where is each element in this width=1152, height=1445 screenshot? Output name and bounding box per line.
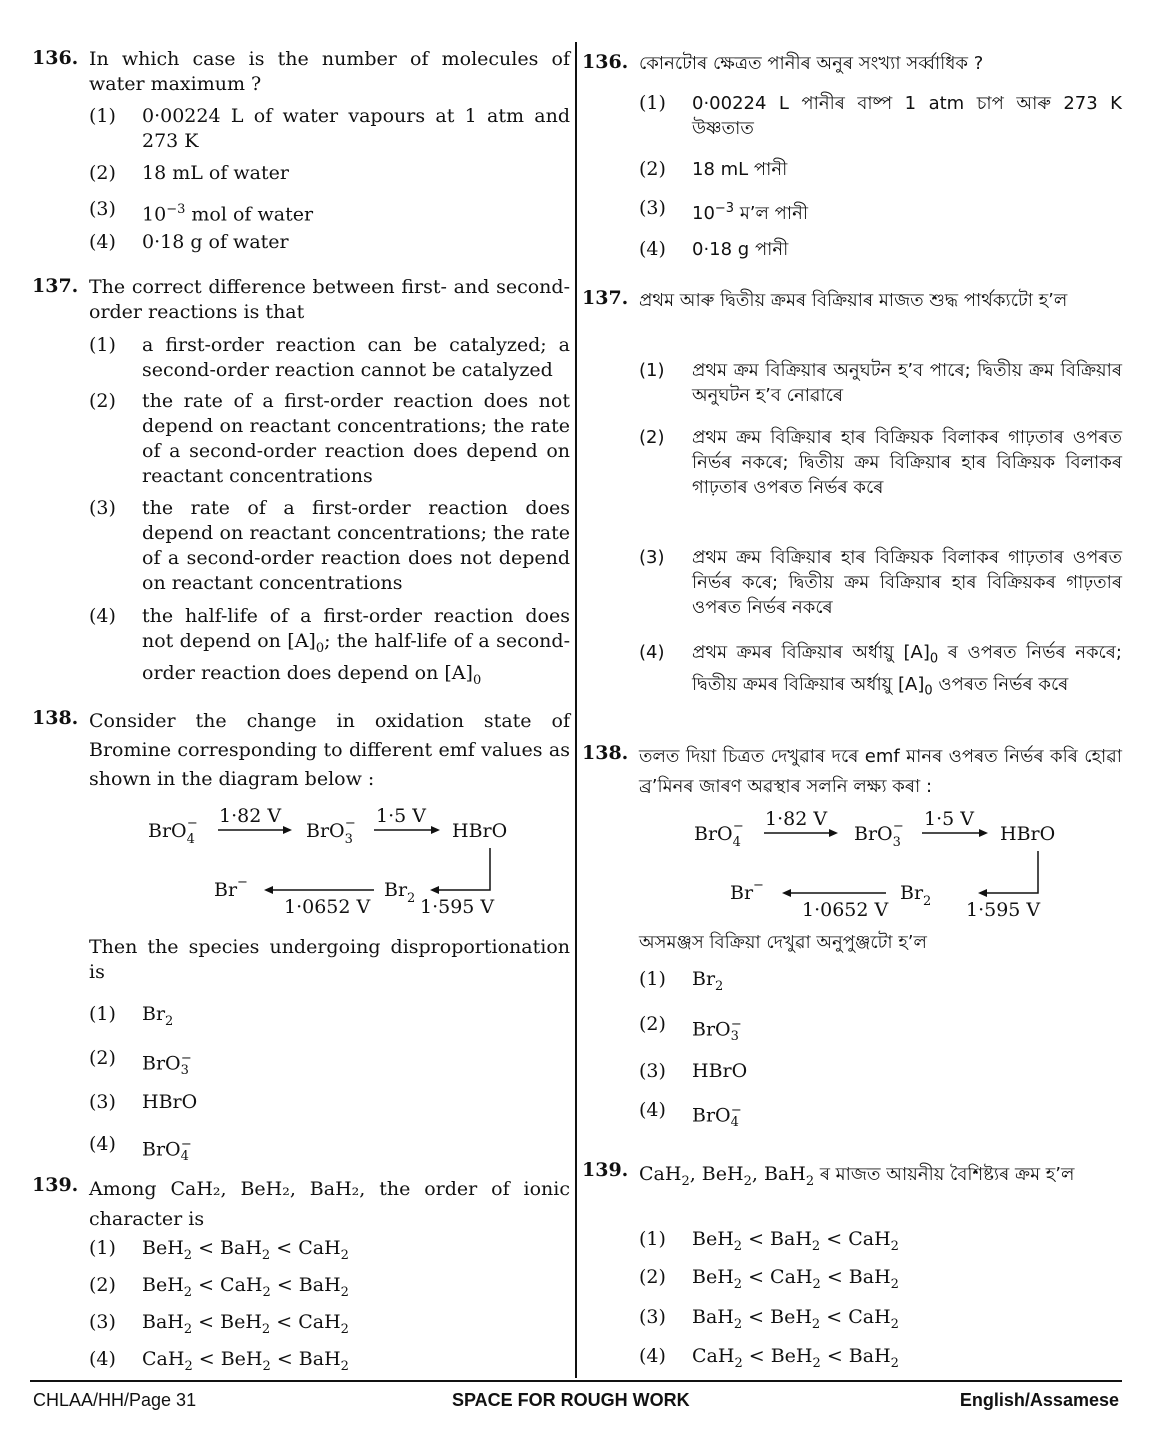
page-code: CHLAA/HH/Page 31 — [33, 1390, 197, 1410]
question-number: 138. — [582, 742, 629, 764]
emf-label: 1·5 V — [924, 808, 974, 830]
species-br2: $Br_2$ — [384, 879, 416, 906]
emf-label: 1·82 V — [765, 808, 828, 830]
species-hbro: HBrO — [452, 820, 508, 842]
bromine-emf-diagram-as — [690, 803, 1090, 932]
rough-work-label: SPACE FOR ROUGH WORK — [452, 1390, 690, 1410]
emf-label: 1·595 V — [420, 896, 495, 918]
question-text: তলত দিয়া চিত্ৰত দেখুৱাৰ দৰে emf মানৰ ওপৰত নিৰ্ভৰ কৰি হোৱা ব্ৰ’মিনৰ জাৰণ অৱস্থাৰ সলনি লক্ষ্য কৰা : — [639, 746, 1122, 797]
question-text: প্ৰথম আৰু দ্বিতীয় ক্ৰমৰ বিক্ৰিয়াৰ মাজত শুদ্ধ পাৰ্থক্যটো হ’ল — [639, 290, 1068, 311]
species-br-minus: Br− — [730, 878, 764, 904]
emf-label: 1·0652 V — [284, 896, 371, 918]
question-text-2: অসমঞ্জস বিক্ৰিয়া দেখুৱা অনুপুঞ্জটো হ’ল — [639, 932, 927, 953]
species-hbro: HBrO — [1000, 823, 1056, 845]
question-number: 136. — [582, 51, 629, 73]
question-text: Consider the change in oxidation state of Bromine corresponding to different emf values as shown in the diagram below : — [89, 710, 570, 790]
question-text: CaH$_2$, BeH$_2$, BaH$_2$ ৰ মাজত আয়নীয় বৈশিষ্ট্যৰ ক্ৰম হ’ল — [639, 1163, 1075, 1189]
species-br2: $Br_2$ — [900, 882, 932, 909]
bromine-emf-diagram-en — [144, 800, 544, 929]
language-label: English/Assamese — [959, 1390, 1119, 1410]
question-number: 138. — [32, 707, 79, 729]
question-text: Among CaH₂, BeH₂, BaH₂, the order of ionic character is — [89, 1178, 570, 1230]
question-text: The correct difference between first- and second-order reactions is that — [89, 276, 570, 323]
question-text: কোনটোৰ ক্ষেত্ৰত পানীৰ অনুৰ সংখ্যা সৰ্ব্বাধিক ? — [639, 53, 984, 74]
footer-rule — [30, 1380, 1122, 1382]
species-br-minus: Br− — [214, 875, 248, 901]
emf-label: 1·595 V — [966, 899, 1041, 921]
question-text: In which case is the number of molecules of water maximum ? — [89, 48, 570, 95]
species-bro3: BrO$_3$− — [306, 816, 356, 847]
species-bro4: BrO$_4$− — [148, 816, 198, 847]
column-divider — [575, 42, 577, 1378]
question-number: 137. — [582, 287, 629, 309]
question-number: 136. — [32, 47, 79, 69]
question-text-2: Then the species undergoing disproportionation is — [89, 936, 570, 983]
emf-label: 1·5 V — [376, 805, 426, 827]
question-number: 139. — [582, 1159, 629, 1181]
question-number: 139. — [32, 1174, 79, 1196]
emf-label: 1·0652 V — [802, 899, 889, 921]
emf-label: 1·82 V — [219, 805, 282, 827]
species-bro3: BrO$_3$− — [854, 819, 904, 850]
species-bro4: BrO$_4$− — [694, 819, 744, 850]
question-number: 137. — [32, 275, 79, 297]
